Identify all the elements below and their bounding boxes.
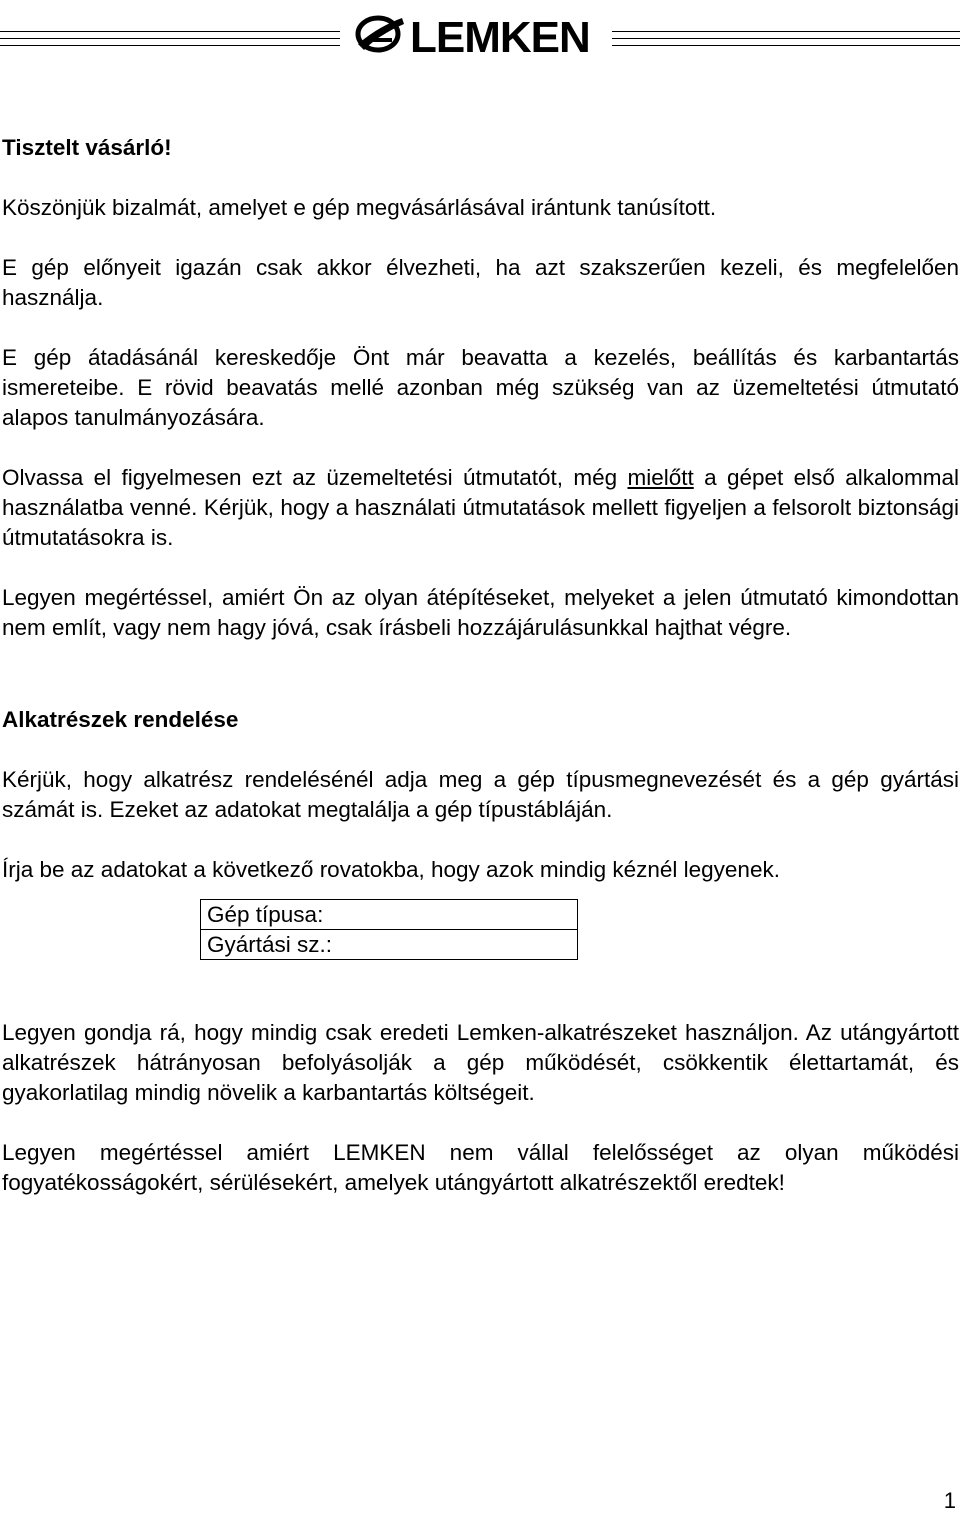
header-rule-mid-right	[612, 38, 960, 39]
table-row	[201, 930, 578, 960]
intro-p4-underlined: mielőtt	[627, 465, 694, 490]
page-number: 1	[943, 1488, 956, 1513]
intro-paragraph-1: Köszönjük bizalmát, amelyet e gép megvásárlásával irántunk tanúsított.	[2, 195, 717, 220]
header-rule-top	[0, 31, 340, 32]
serial-number-field[interactable]: Gyártási sz.:	[201, 930, 578, 960]
intro-paragraph-4	[2, 463, 959, 553]
header-rule-top-right	[612, 31, 960, 32]
intro-p4-after: a gépet első alkalommal használatba venné. Kérjük, hogy a használati útmutatások mellett figyeljen a felsorolt biztonsági útmutatásokra is.	[2, 465, 959, 550]
intro-paragraph-2: E gép előnyeit igazán csak akkor élvezheti, ha azt szakszerűen kezeli, és megfelelően használja.	[2, 255, 959, 310]
header-rule-mid	[0, 38, 340, 39]
machine-data-table	[200, 899, 578, 960]
parts-paragraph-4: Legyen megértéssel amiért LEMKEN nem vállal felelősséget az olyan működési fogyatékosságokért, sérülésekért, amelyek utángyártott alkatrészektől eredtek!	[2, 1140, 959, 1195]
machine-type-field[interactable]: Gép típusa:	[201, 900, 578, 930]
header-rule-low-right	[612, 45, 960, 46]
greeting: Tisztelt vásárló!	[2, 135, 172, 160]
intro-p4-before: Olvassa el figyelmesen ezt az üzemeltetési útmutatót, még	[2, 465, 628, 490]
parts-paragraph-3: Legyen gondja rá, hogy mindig csak eredeti Lemken-alkatrészeket használjon. Az utángyártott alkatrészek hátrányosan befolyásolják a gép működését, csökkentik élettartamát, és gyakorlatilag mindig növelik a karbantartás költségeit.	[2, 1020, 959, 1105]
intro-paragraph-5: Legyen megértéssel, amiért Ön az olyan átépítéseket, melyeket a jelen útmutató kimondottan nem említ, vagy nem hagy jóvá, csak írásbeli hozzájárulásunkkal hajthat végre.	[2, 585, 959, 640]
intro-paragraph-3: E gép átadásánál kereskedője Önt már beavatta a kezelés, beállítás és karbantartás ismereteibe. E rövid beavatás mellé azonban még szükség van az üzemeltetési útmutató alapos tanulmányozására.	[2, 345, 959, 430]
document-body	[2, 133, 959, 1198]
parts-paragraph-2: Írja be az adatokat a következő rovatokba, hogy azok mindig kéznél legyenek.	[2, 857, 780, 882]
lemken-wordmark: LEMKEN	[410, 13, 590, 62]
header-rule-low	[0, 45, 340, 46]
lemken-emblem-icon	[358, 18, 404, 50]
parts-paragraph-1: Kérjük, hogy alkatrész rendelésénél adja meg a gép típusmegnevezését és a gép gyártási számát is. Ezeket az adatokat megtalálja a gép típustábláján.	[2, 767, 959, 822]
parts-heading: Alkatrészek rendelése	[2, 707, 239, 732]
table-row	[201, 900, 578, 930]
lemken-logo	[352, 10, 608, 62]
